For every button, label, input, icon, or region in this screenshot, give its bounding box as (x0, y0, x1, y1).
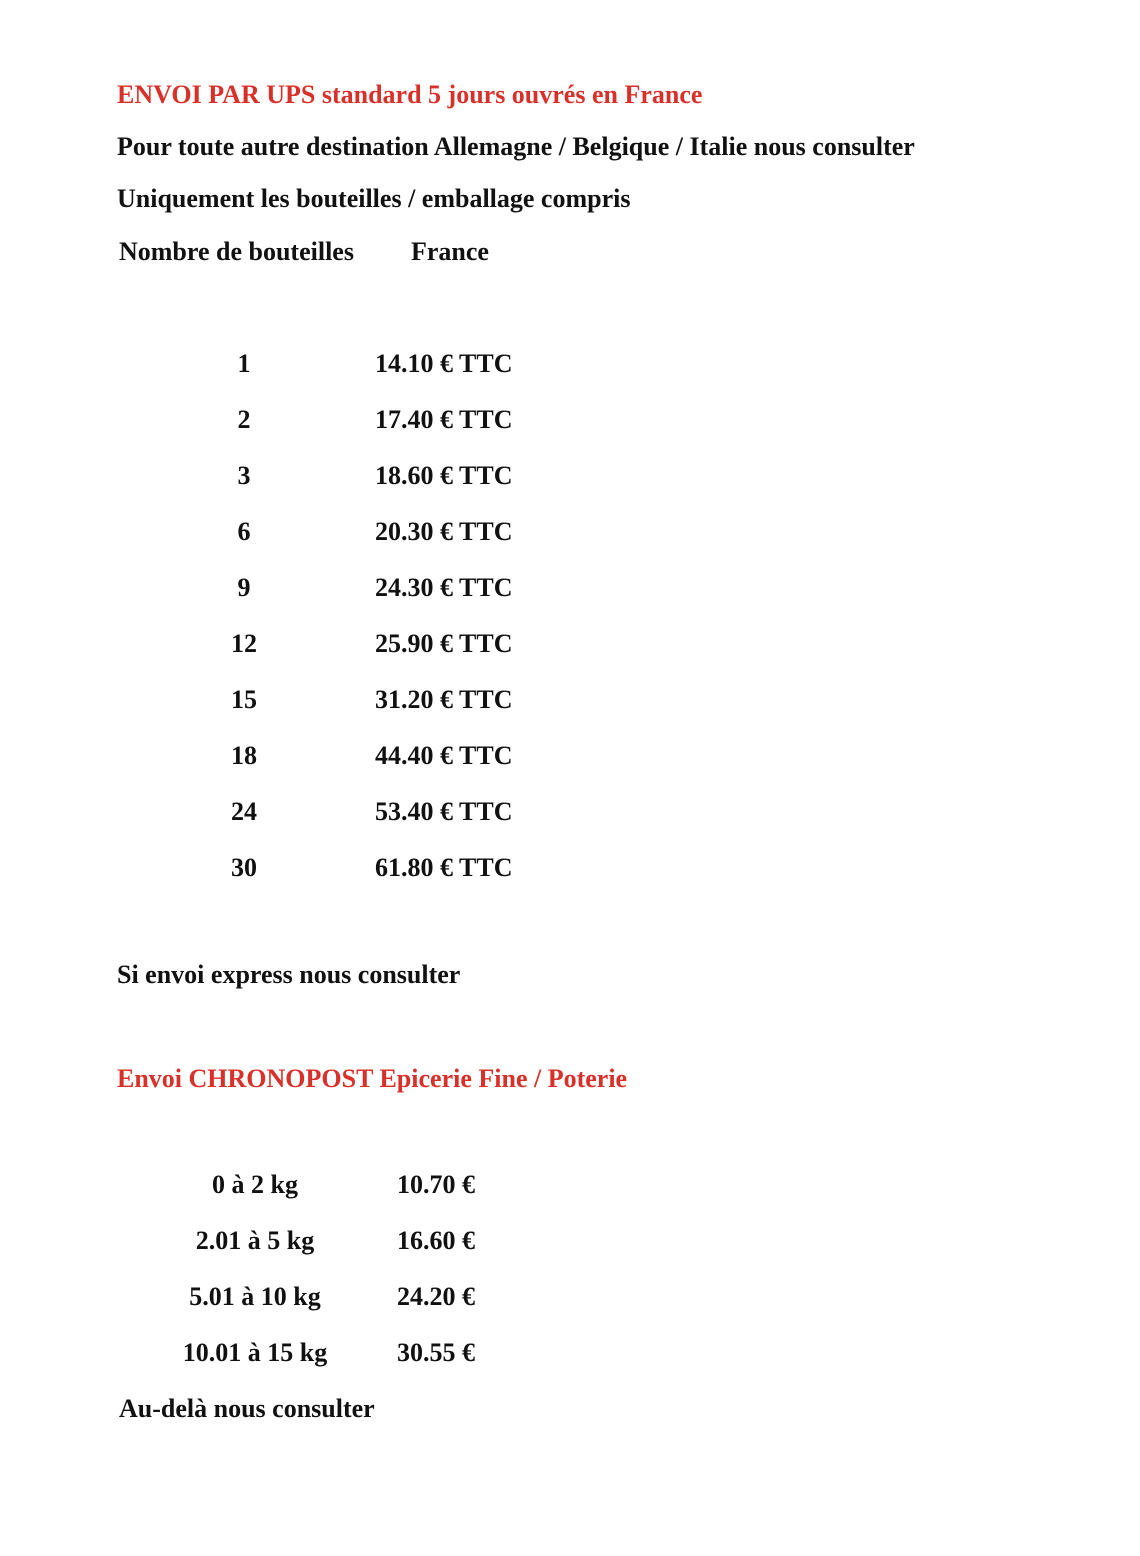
ups-rate-price: 25.90 € TTC (375, 629, 513, 658)
ups-rate-quantity: 1 (237, 349, 251, 378)
ups-rate-row (0, 624, 1140, 664)
chronopost-rate-price: 24.20 € (397, 1282, 475, 1311)
ups-rate-price: 17.40 € TTC (375, 405, 513, 434)
ups-rate-price: 61.80 € TTC (375, 853, 513, 882)
chronopost-section-title: Envoi CHRONOPOST Epicerie Fine / Poterie (117, 1064, 628, 1093)
ups-rate-quantity: 30 (231, 853, 257, 882)
ups-rate-row (0, 568, 1140, 608)
ups-rate-quantity: 12 (231, 629, 257, 658)
chronopost-rate-price: 10.70 € (397, 1170, 475, 1199)
ups-other-destinations-note: Pour toute autre destination Allemagne / Belgique / Italie nous consulter (117, 132, 915, 161)
ups-rate-quantity: 18 (231, 741, 257, 770)
ups-rate-row (0, 512, 1140, 552)
chronopost-rate-weight: 5.01 à 10 kg (189, 1282, 321, 1311)
ups-packaging-note: Uniquement les bouteilles / emballage compris (117, 184, 631, 213)
chronopost-rate-weight: 2.01 à 5 kg (195, 1226, 315, 1255)
chronopost-rate-price: 30.55 € (397, 1338, 475, 1367)
ups-rate-row (0, 456, 1140, 496)
ups-section-title: ENVOI PAR UPS standard 5 jours ouvrés en France (117, 80, 703, 109)
ups-rate-quantity: 6 (237, 517, 251, 546)
chronopost-rate-row (0, 1221, 1140, 1261)
ups-rate-price: 18.60 € TTC (375, 461, 513, 490)
ups-rate-row (0, 400, 1140, 440)
ups-rate-price: 31.20 € TTC (375, 685, 513, 714)
ups-rate-row (0, 848, 1140, 888)
chronopost-beyond-note: Au-delà nous consulter (119, 1394, 375, 1423)
ups-rate-quantity: 2 (237, 405, 251, 434)
ups-rate-row (0, 736, 1140, 776)
ups-rate-price: 53.40 € TTC (375, 797, 513, 826)
chronopost-rate-row (0, 1277, 1140, 1317)
chronopost-rate-row (0, 1333, 1140, 1373)
ups-rate-price: 14.10 € TTC (375, 349, 513, 378)
ups-rate-row (0, 680, 1140, 720)
ups-rate-price: 20.30 € TTC (375, 517, 513, 546)
ups-rate-price: 24.30 € TTC (375, 573, 513, 602)
chronopost-rate-price: 16.60 € (397, 1226, 475, 1255)
express-shipping-note: Si envoi express nous consulter (117, 960, 461, 989)
chronopost-rate-weight: 10.01 à 15 kg (182, 1338, 328, 1367)
chronopost-rate-weight: 0 à 2 kg (212, 1170, 298, 1199)
ups-rate-quantity: 24 (231, 797, 257, 826)
ups-rate-row (0, 344, 1140, 384)
ups-header-quantity: Nombre de bouteilles (119, 237, 354, 266)
ups-rate-price: 44.40 € TTC (375, 741, 513, 770)
ups-header-destination: France (411, 237, 489, 266)
ups-rate-quantity: 3 (237, 461, 251, 490)
chronopost-rate-row (0, 1165, 1140, 1205)
ups-rate-quantity: 9 (237, 573, 251, 602)
ups-rate-quantity: 15 (231, 685, 257, 714)
ups-rate-row (0, 792, 1140, 832)
